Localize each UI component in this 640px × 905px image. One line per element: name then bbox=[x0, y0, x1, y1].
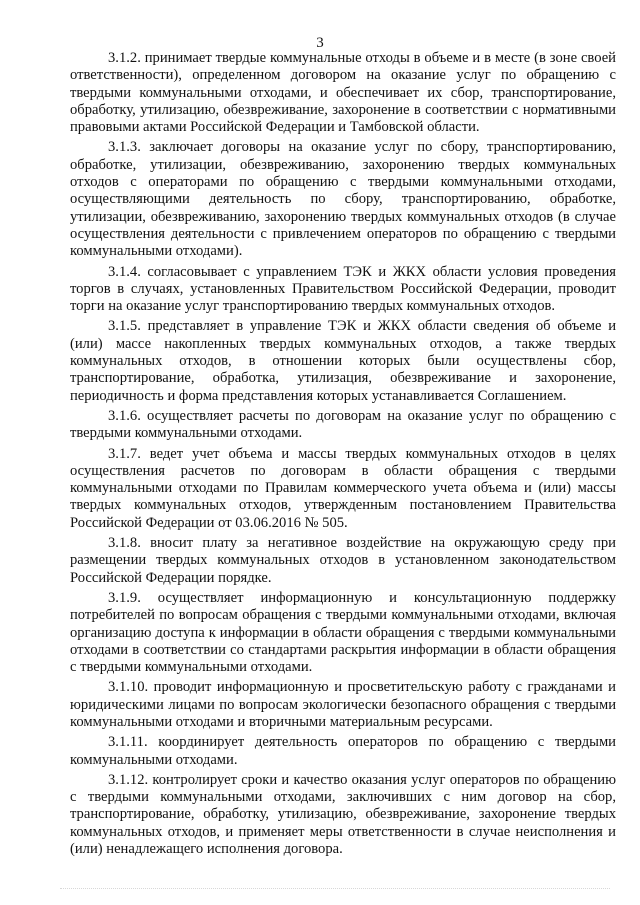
clause-3-1-9: 3.1.9. осуществляет информационную и консультационную поддержку потребителей по вопросам обращения с твердыми коммунальными отходами, включая организацию доступа к информации в области обращения с твердыми коммунальными отходами в соответствии со стандартами раскрытия информации в области обращения с твердыми коммунальными отходами. bbox=[70, 589, 616, 676]
clause-3-1-2: 3.1.2. принимает твердые коммунальные отходы в объеме и в месте (в зоне своей ответственности), определенном договором на оказание услуг по обращению с твердыми коммунальными отходами, и обеспечивает их сбор, транспортирование, обработку, утилизацию, обезвреживание, захоронение в соответствии с нормативными правовыми актами Российской Федерации и Тамбовской области. bbox=[70, 50, 616, 136]
clause-3-1-12: 3.1.12. контролирует сроки и качество оказания услуг операторов по обращению с твердыми коммунальными отходами, заключивших с ним договор на сбор, транспортирование, обработку, утилизацию, обезвреживание, захоронение твердых коммунальных отходов, и применяет меры ответственности в случае неисполнения и (или) ненадлежащего исполнения договора. bbox=[70, 771, 616, 858]
page-number: 3 bbox=[316, 35, 324, 51]
document-body bbox=[70, 50, 616, 861]
clause-3-1-6: 3.1.6. осуществляет расчеты по договорам на оказание услуг по обращению с твердыми коммунальными отходами. bbox=[70, 407, 616, 442]
scan-bottom-edge bbox=[60, 888, 610, 899]
clause-3-1-5: 3.1.5. представляет в управление ТЭК и ЖКХ области сведения об объеме и (или) массе накопленных твердых коммунальных отходов, а также твердых коммунальных отходов, в отношении которых были осуществлены сбор, транспортирование, обработка, утилизация, обезвреживание и захоронение, периодичность и форма представления которых устанавливается Соглашением. bbox=[70, 318, 616, 404]
clause-3-1-3: 3.1.3. заключает договоры на оказание услуг по сбору, транспортированию, обработке, утилизации, обезвреживанию, захоронению твердых коммунальных отходов с операторами по обращению с твердыми коммунальными отходами, осуществляющими деятельность по сбору, транспортированию, обработке, утилизации, обезвреживанию, захоронению твердых коммунальных отходов (в случае осуществления деятельности с привлечением операторов по обращению с твердыми коммунальными отходами). bbox=[70, 139, 616, 260]
clause-3-1-10: 3.1.10. проводит информационную и просветительскую работу с гражданами и юридическими лицами по вопросам экологически безопасного обращения с твердыми коммунальными отходами и вторичными материальным ресурсами. bbox=[70, 679, 616, 730]
clause-3-1-7: 3.1.7. ведет учет объема и массы твердых коммунальных отходов в целях осуществления расчетов по договорам в области обращения с твердыми коммунальными отходами по Правилам коммерческого учета объема и (или) массы твердых коммунальных отходов, утвержденным постановлением Правительства Российской Федерации от 03.06.2016 № 505. bbox=[70, 445, 616, 531]
clause-3-1-11: 3.1.11. координирует деятельность операторов по обращению с твердыми коммунальными отходами. bbox=[70, 734, 616, 768]
clause-3-1-8: 3.1.8. вносит плату за негативное воздействие на окружающую среду при размещении твердых коммунальных отходов в установленном законодательством Российской Федерации порядке. bbox=[70, 535, 616, 586]
clause-3-1-4: 3.1.4. согласовывает с управлением ТЭК и ЖКХ области условия проведения торгов в случаях, установленных Правительством Российской Федерации, проводит торги на оказание услуг транспортированию твердых коммунальных отходов. bbox=[70, 263, 616, 315]
